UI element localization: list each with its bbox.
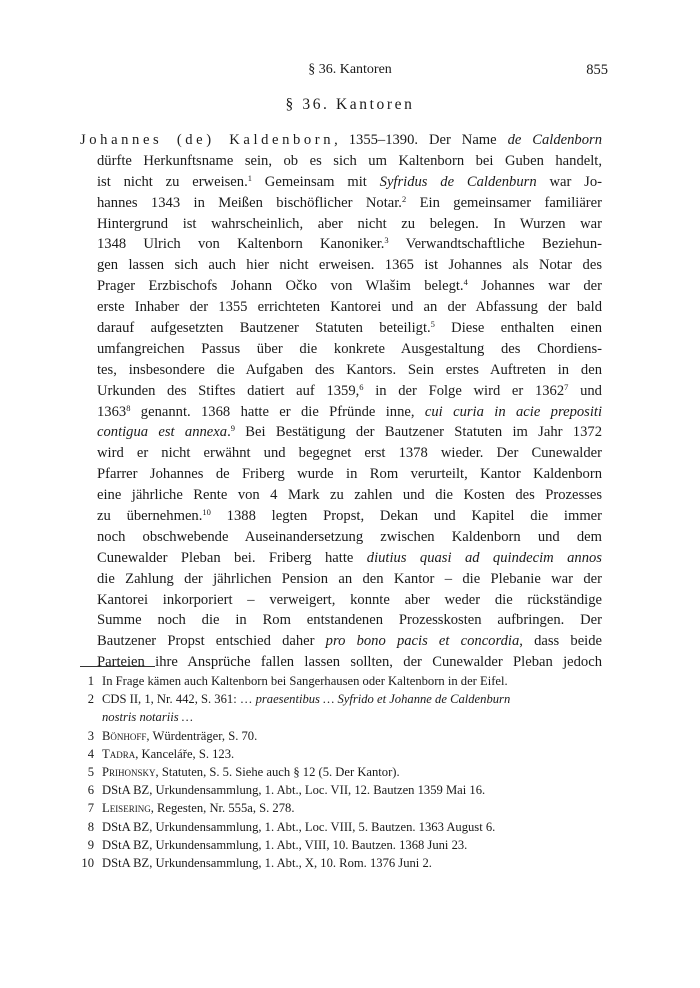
footnote-text <box>102 799 602 817</box>
running-head <box>0 62 700 82</box>
text-line <box>80 318 602 339</box>
footnote-ref: 5 <box>430 319 435 330</box>
running-head-title: § 36. Kantoren <box>308 62 392 77</box>
text-line <box>80 234 602 255</box>
italic-text: Syfridus de Caldenburn <box>379 173 537 190</box>
text-run: und <box>568 382 602 399</box>
text-run: zu übernehmen. <box>97 508 203 525</box>
footnote <box>80 690 602 708</box>
text-run: eine jährliche Rente von 4 Mark zu zahlen und die Kosten des Prozesses <box>97 487 602 504</box>
text-run: Gemeinsam mit <box>251 173 380 190</box>
text-run: Kantorei inkorporiert – verweigert, konnte aber weder die rückständige <box>97 591 602 608</box>
footnote-text <box>102 672 602 690</box>
footnote-ref: 4 <box>463 277 468 288</box>
footnote-rule <box>80 666 155 667</box>
text-run: Prager Erzbischofs Johann Očko von Wlašim belegt. <box>97 278 464 295</box>
text-run: wird er nicht erwähnt und begegnet erst 1378 wieder. Der Cunewalder <box>97 445 602 462</box>
author-name: Bönhoff <box>102 728 147 743</box>
footnote-ref: 2 <box>401 193 407 204</box>
text-line <box>80 464 602 485</box>
author-name: Tadra <box>102 746 136 761</box>
footnote <box>80 854 602 872</box>
text-line <box>80 172 602 193</box>
footnote-ref: 10 <box>202 507 211 518</box>
text-line <box>80 569 602 590</box>
italic-text: praesentibus … Syfrido et Johanne de Caldenburn <box>255 692 511 707</box>
text-run: Diese enthalten einen <box>434 320 602 337</box>
text-line <box>80 652 602 673</box>
text-run: . <box>227 424 231 441</box>
footnote-ref: 1 <box>247 172 252 183</box>
footnote-text <box>102 745 602 763</box>
text-run: tes, insbesondere die Aufgaben des Kantors. Sein erstes Auftreten in den <box>97 361 602 378</box>
text-run: Cunewalder Pleban bei. Friberg hatte <box>97 549 367 566</box>
text-line <box>80 443 602 464</box>
text-line <box>80 590 602 611</box>
text-run: umfangreichen Passus über die konkrete Ausgestaltung des Chordiens- <box>97 340 602 357</box>
text-line <box>80 276 602 297</box>
text-run: Johannes war der <box>467 278 602 295</box>
text-line <box>80 506 602 527</box>
footnote <box>80 781 602 799</box>
text-run: DStA BZ, Urkundensammlung, 1. Abt., Loc. VIII, 5. Bautzen. 1363 August 6. <box>102 819 496 834</box>
footnote-text <box>102 781 602 799</box>
footnote-number: 10 <box>81 856 94 871</box>
footnote <box>80 763 602 781</box>
text-line <box>80 485 602 506</box>
text-run: , Regesten, Nr. 555a, S. 278. <box>150 801 295 816</box>
footnote <box>80 799 602 817</box>
italic-text: cui curia in acie prepositi <box>424 403 603 420</box>
footnote-text <box>102 690 602 708</box>
footnote <box>80 727 602 745</box>
footnote-number: 7 <box>87 801 94 816</box>
footnote-text <box>102 836 602 854</box>
text-line <box>80 548 602 569</box>
footnote-number: 8 <box>87 819 94 834</box>
footnote-ref: 8 <box>126 402 131 413</box>
text-run: Bei Bestätigung der Bautzener Statuten im Jahr 1372 <box>234 424 602 441</box>
author-name: Leisering <box>102 801 151 816</box>
footnote-text <box>102 763 602 781</box>
footnotes <box>80 672 602 872</box>
footnote-text <box>102 854 602 872</box>
text-line <box>80 130 602 151</box>
text-run: Bautzener Propst entschied daher <box>97 633 326 650</box>
text-run: 1348 Ulrich von Kaltenborn Kanoniker. <box>97 236 385 253</box>
footnote-number: 9 <box>87 837 94 852</box>
text-run: , 1355–1390. Der Name <box>334 132 508 148</box>
entry-body <box>80 130 602 673</box>
italic-text: diutius quasi ad quindecim annos <box>366 549 602 566</box>
footnote-ref: 6 <box>359 381 364 392</box>
footnote-number: 5 <box>87 765 94 780</box>
text-line <box>80 402 602 423</box>
footnote-number: 6 <box>87 783 94 798</box>
text-line <box>80 422 602 443</box>
footnote <box>80 836 602 854</box>
footnote <box>80 672 602 690</box>
text-run: gen lassen sich auch hier nicht erweisen. 1365 ist Johannes als Notar des <box>97 257 602 274</box>
italic-text: contigua est annexa <box>97 424 228 441</box>
text-line <box>80 297 602 318</box>
text-run: DStA BZ, Urkundensammlung, 1. Abt., VIII, 10. Bautzen. 1368 Juni 23. <box>102 837 468 852</box>
text-run: Urkunden des Stiftes datiert auf 1359, <box>97 382 360 399</box>
text-run: 1363 <box>97 403 127 420</box>
italic-text: pro bono pacis et concordia <box>325 633 520 650</box>
text-line <box>80 193 602 214</box>
footnote-number: 2 <box>87 692 94 707</box>
text-run: Ein gemeinsamer familiärer <box>406 194 602 211</box>
footnote-number: 4 <box>87 746 94 761</box>
footnote-text <box>102 818 602 836</box>
text-line <box>80 339 602 360</box>
text-run: darauf aufgesetzten Bautzener Statuten beteiligt. <box>97 320 431 337</box>
text-line <box>80 381 602 402</box>
text-line <box>80 631 602 652</box>
text-run: DStA BZ, Urkundensammlung, 1. Abt., X, 10. Rom. 1376 Juni 2. <box>102 856 432 871</box>
text-line <box>80 360 602 381</box>
text-run: , dass beide <box>519 633 602 650</box>
author-name: Prihonsky <box>102 765 156 780</box>
text-run: , Statuten, S. 5. Siehe auch § 12 (5. Der Kantor). <box>155 765 400 780</box>
text-run: die Zahlung der jährlichen Pension an den Kantor – die Plebanie war der <box>97 570 602 587</box>
text-run: Parteien ihre Ansprüche fallen lassen sollten, der Cunewalder Pleban jedoch <box>97 654 602 671</box>
footnote-ref: 7 <box>564 381 569 392</box>
text-line <box>80 527 602 548</box>
footnote <box>80 818 602 836</box>
footnote-number: 3 <box>87 728 94 743</box>
text-run: In Frage kämen auch Kaltenborn bei Sangerhausen oder Kaltenborn in der Eifel. <box>102 674 508 688</box>
text-run: DStA BZ, Urkundensammlung, 1. Abt., Loc. VII, 12. Bautzen 1359 Mai 16. <box>102 783 486 798</box>
text-run: Summe noch die in Rom entstandenen Prozesskosten aufbringen. Der <box>97 612 602 629</box>
text-run: noch obschwebende Auseinandersetzung zwischen Kaldenborn und dem <box>97 528 602 545</box>
text-run: , Kanceláře, S. 123. <box>135 746 235 761</box>
entry-name: Johannes (de) Kaldenborn <box>80 132 335 148</box>
footnote <box>80 745 602 763</box>
text-run: Verwandtschaftliche Beziehun- <box>388 236 602 253</box>
text-line <box>80 255 602 276</box>
text-run: Pfarrer Johannes de Friberg wurde in Rom verurteilt, Kantor Kaldenborn <box>97 466 602 483</box>
text-run: Hintergrund ist wahrscheinlich, aber nicht zu belegen. In Wurzen war <box>97 215 602 232</box>
text-run: war Jo- <box>536 173 603 190</box>
italic-text: de Caldenborn <box>507 132 602 148</box>
text-run: dürfte Herkunftsname sein, ob es sich um Kaltenborn bei Guben handelt, <box>97 152 602 169</box>
page-number: 855 <box>586 62 608 78</box>
text-run: , Würdenträger, S. 70. <box>146 728 258 743</box>
footnote-text <box>102 727 602 745</box>
text-run: erste Inhaber der 1355 errichteten Kantorei und an der Abfassung der bald <box>97 299 602 316</box>
text-run: genannt. 1368 hatte er die Pfründe inne, <box>130 403 425 420</box>
text-line <box>80 214 602 235</box>
text-line <box>80 151 602 172</box>
text-line <box>80 610 602 631</box>
italic-text: nostris notariis … <box>102 710 193 725</box>
text-run: 1388 legten Propst, Dekan und Kapitel die immer <box>210 508 603 525</box>
footnote-number: 1 <box>87 674 94 688</box>
footnote-ref: 3 <box>384 235 389 246</box>
text-run: hannes 1343 in Meißen bischöflicher Notar. <box>97 194 402 211</box>
section-title: § 36. Kantoren <box>285 96 415 113</box>
footnote-continuation <box>80 708 602 726</box>
text-run: CDS II, 1, Nr. 442, S. 361: … <box>102 692 256 707</box>
text-run: in der Folge wird er 1362 <box>363 382 565 399</box>
text-run: ist nicht zu erweisen. <box>97 173 248 190</box>
footnote-ref: 9 <box>230 423 235 434</box>
